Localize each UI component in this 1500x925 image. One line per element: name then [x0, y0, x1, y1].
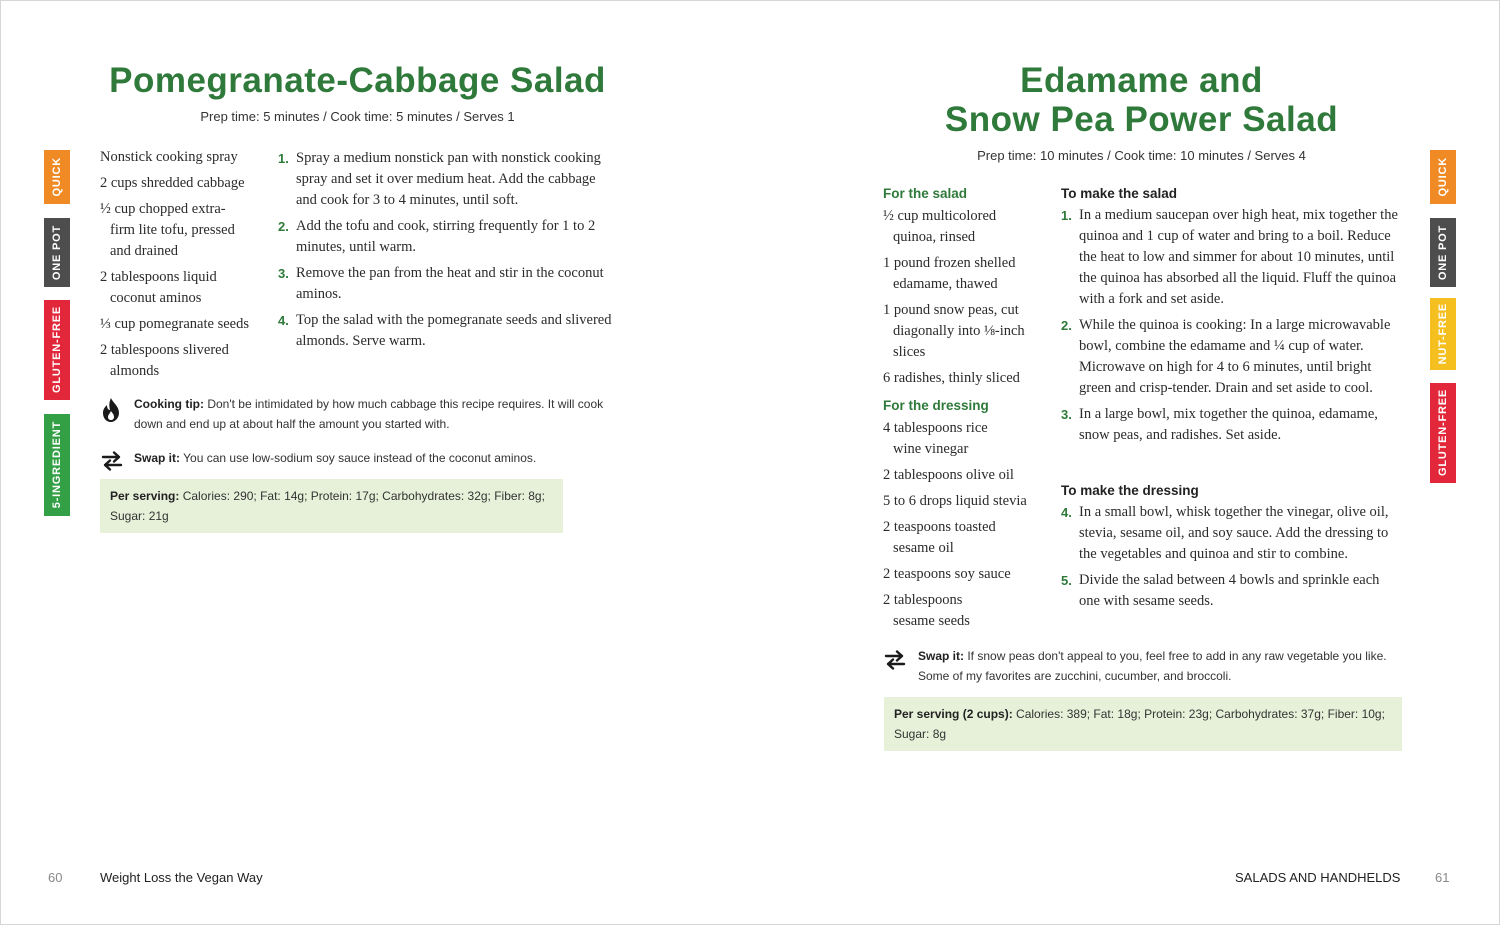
tag-gluten-free [1430, 383, 1456, 483]
nutrition-label: Per serving (2 cups): [894, 707, 1013, 721]
page-number: 60 [48, 870, 63, 885]
step-item [278, 263, 613, 305]
swap-it-text: If snow peas don't appeal to you, feel free to add in any raw vegetable you like. Some of my favorites are zucchini, cucumber, and broccoli. [918, 649, 1387, 683]
tag-label: GLUTEN-FREE [51, 306, 63, 394]
step-item [1061, 404, 1401, 446]
step-text: Divide the salad between 4 bowls and sprinkle each one with sesame seeds. [1079, 572, 1380, 609]
tag-quick [1430, 150, 1456, 204]
step-text: In a medium saucepan over high heat, mix together the quinoa and 1 cup of water and bring to a boil. Reduce the heat to low and simmer for about 10 minutes, until the quinoa has absorbed all the liquid. Fluff the quinoa with a fork and set aside. [1079, 207, 1398, 307]
cooking-tip-label: Cooking tip: [134, 397, 204, 411]
step-number: 1. [1061, 208, 1072, 223]
step-text: Top the salad with the pomegranate seeds and slivered almonds. Serve warm. [296, 312, 612, 349]
swap-it-label: Swap it: [134, 451, 181, 465]
swap-it-text: You can use low-sodium soy sauce instead of the coconut aminos. [180, 451, 537, 465]
tag-label: NUT-FREE [1437, 303, 1449, 365]
tag-one-pot [1430, 218, 1456, 287]
ingredient-item: 6 radishes, thinly sliced [883, 370, 1020, 386]
step-number: 4. [1061, 505, 1072, 520]
ingredient-item: 2 tablespoons liquid coconut aminos [100, 269, 217, 306]
step-text: In a large bowl, mix together the quinoa, edamame, snow peas, and radishes. Set aside. [1079, 406, 1378, 443]
ingredient-item: 2 tablespoons sesame seeds [883, 592, 970, 629]
step-text: While the quinoa is cooking: In a large microwavable bowl, combine the edamame and ¼ cup of water. Microwave on high for 4 to 6 minutes, until bright green and crisp-tender. Drain and set aside to cool. [1079, 317, 1391, 396]
dressing-step-list [1061, 502, 1401, 617]
step-item [278, 148, 613, 211]
tag-label: QUICK [1437, 157, 1449, 197]
tag-label: QUICK [51, 157, 63, 197]
recipe-meta: Prep time: 10 minutes / Cook time: 10 minutes / Serves 4 [977, 148, 1306, 163]
ingredient-item: 1 pound frozen shelled edamame, thawed [883, 255, 1016, 292]
swap-it-note [918, 646, 1398, 686]
ingredient-item: 2 teaspoons toasted sesame oil [883, 519, 996, 556]
ingredient-item: 2 teaspoons soy sauce [883, 566, 1011, 582]
swap-arrows-icon [101, 450, 123, 472]
swap-arrows-icon [884, 649, 906, 671]
recipe-title: Pomegranate-Cabbage Salad [109, 61, 606, 100]
nutrition-box [884, 697, 1402, 751]
ingredient-item: 1 pound snow peas, cut diagonally into ⅛-inch slices [883, 302, 1025, 360]
tag-label: ONE POT [1437, 224, 1449, 281]
step-text: Spray a medium nonstick pan with nonstick cooking spray and set it over medium heat. Add the cabbage and cook for 3 to 4 minutes, until soft. [296, 150, 601, 208]
recipe-meta: Prep time: 5 minutes / Cook time: 5 minutes / Serves 1 [200, 109, 515, 124]
step-number: 2. [278, 219, 289, 234]
ingredient-item: ½ cup multicolored quinoa, rinsed [883, 208, 997, 245]
step-number: 3. [278, 266, 289, 281]
ingredient-item: Nonstick cooking spray [100, 149, 238, 165]
recipe-title [884, 61, 1399, 139]
flame-icon [100, 397, 122, 423]
nutrition-box [100, 479, 563, 533]
step-item [1061, 205, 1401, 310]
step-number: 4. [278, 313, 289, 328]
cooking-tip [134, 394, 619, 434]
make-dressing-heading: To make the dressing [1061, 483, 1199, 498]
ingredient-item: 2 tablespoons olive oil [883, 467, 1014, 483]
step-text: Remove the pan from the heat and stir in the coconut aminos. [296, 265, 604, 302]
step-item [1061, 570, 1401, 612]
nutrition-text: Calories: 290; Fat: 14g; Protein: 17g; Carbohydrates: 32g; Fiber: 8g; Sugar: 21g [110, 489, 545, 523]
step-number: 1. [278, 151, 289, 166]
step-text: Add the tofu and cook, stirring frequently for 1 to 2 minutes, until warm. [296, 218, 596, 255]
step-number: 3. [1061, 407, 1072, 422]
ingredient-item: ½ cup chopped extra-firm lite tofu, pressed and drained [100, 201, 235, 259]
section-title: SALADS AND HANDHELDS [1235, 870, 1401, 885]
tag-label: 5-INGREDIENT [51, 421, 63, 509]
tag-nut-free [1430, 298, 1456, 370]
ingredient-list [100, 147, 270, 387]
swap-it-note [134, 448, 619, 468]
tag-gluten-free [44, 300, 70, 400]
title-line-1: Edamame and [1020, 61, 1263, 100]
book-title: Weight Loss the Vegan Way [100, 870, 263, 885]
tag-one-pot [44, 218, 70, 287]
step-number: 2. [1061, 318, 1072, 333]
step-number: 5. [1061, 573, 1072, 588]
step-text: In a small bowl, whisk together the vinegar, olive oil, stevia, sesame oil, and soy sauce. Add the dressing to the vegetables and quinoa and stir to combine. [1079, 504, 1389, 562]
step-list [278, 148, 613, 357]
tag-quick [44, 150, 70, 204]
cooking-tip-text: Don't be intimidated by how much cabbage this recipe requires. It will cook down and end up at about half the amount you started with. [134, 397, 604, 431]
ingredient-item: ⅓ cup pomegranate seeds [100, 316, 249, 332]
nutrition-label: Per serving: [110, 489, 180, 503]
swap-it-label: Swap it: [918, 649, 965, 663]
tag-5-ingredient [44, 414, 70, 516]
step-item [1061, 502, 1401, 565]
salad-step-list [1061, 205, 1401, 451]
tag-label: ONE POT [51, 224, 63, 281]
ingredient-item: 2 tablespoons slivered almonds [100, 342, 229, 379]
step-item [278, 310, 613, 352]
title-line-2: Snow Pea Power Salad [944, 100, 1339, 139]
ingredient-item: 5 to 6 drops liquid stevia [883, 493, 1027, 509]
step-item [1061, 315, 1401, 399]
ingredient-item: 2 cups shredded cabbage [100, 175, 245, 191]
salad-ingredients-heading: For the salad [883, 186, 968, 201]
salad-ingredient-list [883, 206, 1033, 394]
step-item [278, 216, 613, 258]
make-salad-heading: To make the salad [1061, 186, 1178, 201]
dressing-ingredients-heading: For the dressing [883, 398, 989, 413]
nutrition-text: Calories: 389; Fat: 18g; Protein: 23g; Carbohydrates: 37g; Fiber: 10g; Sugar: 8g [894, 707, 1385, 741]
tag-label: GLUTEN-FREE [1437, 389, 1449, 477]
dressing-ingredient-list [883, 418, 1043, 637]
ingredient-item: 4 tablespoons rice wine vinegar [883, 420, 988, 457]
page-number: 61 [1435, 870, 1450, 885]
